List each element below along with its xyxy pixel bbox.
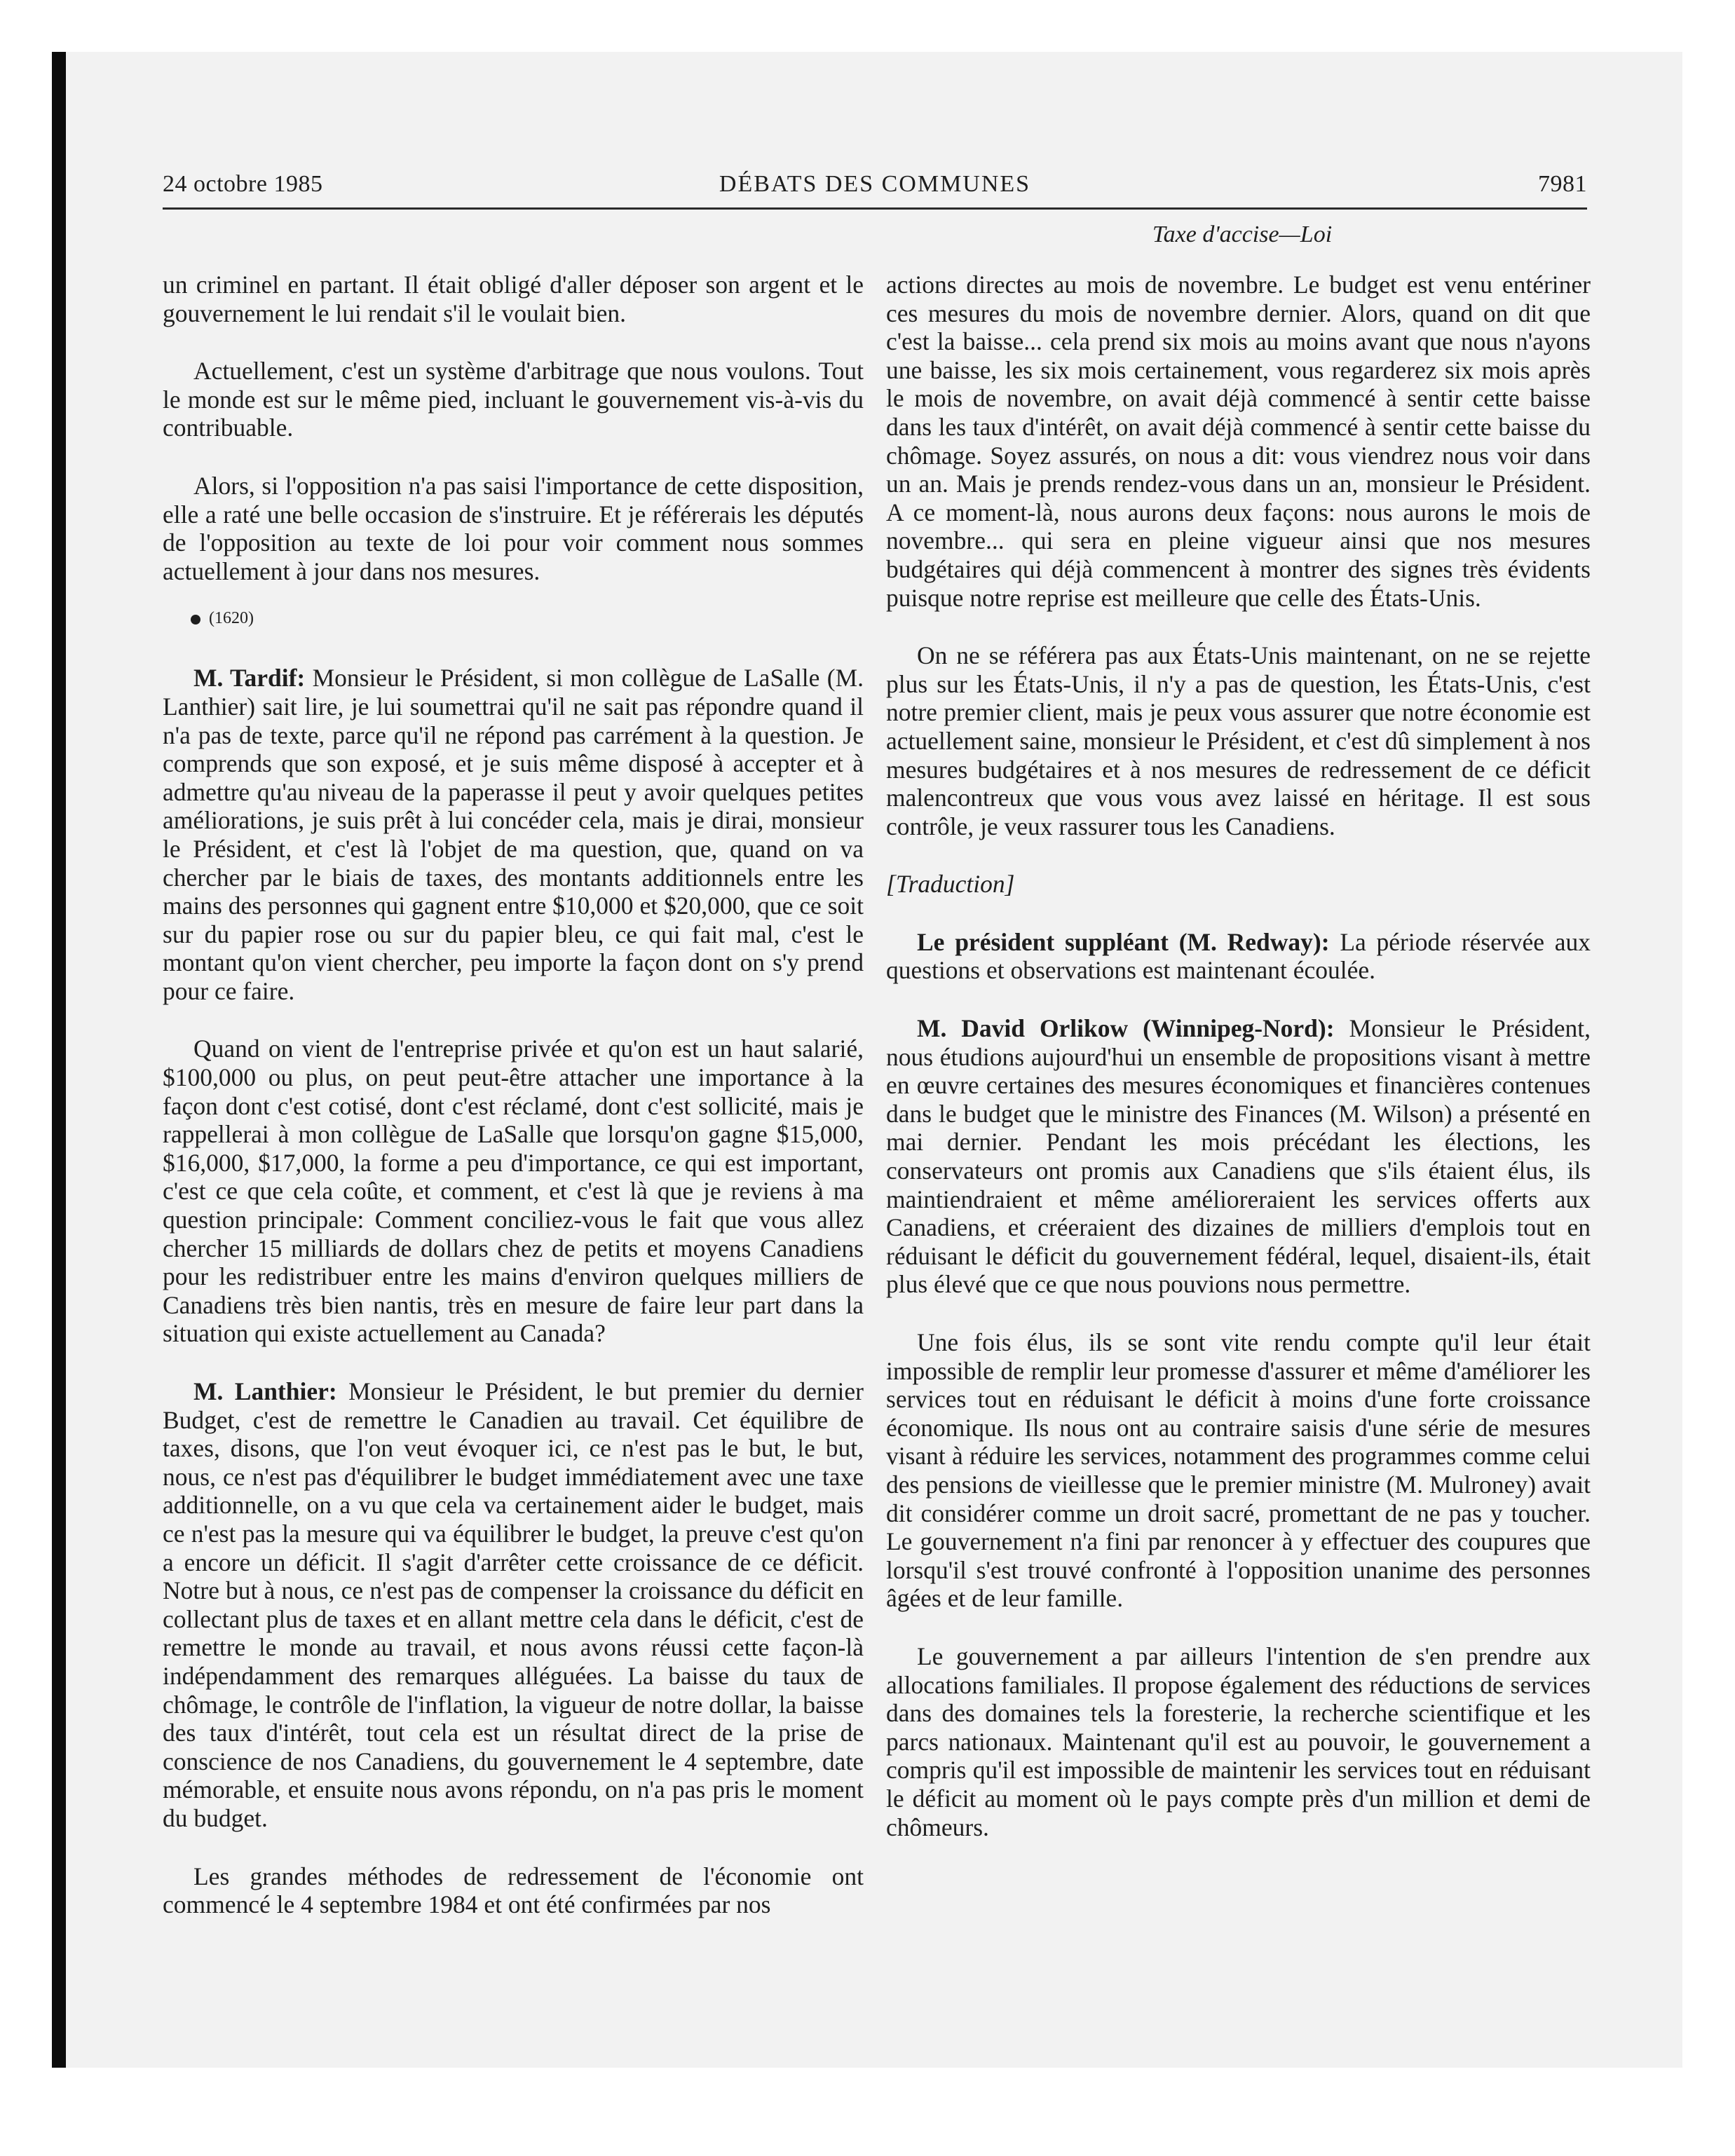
paragraph: On ne se référera pas aux États-Unis maintenant, on ne se rejette plus sur les États-Unis, il n'y a pas de question, les États-Unis, c'est notre premier client, mais je peux vous assurer que notre économie est actuellement saine, monsieur le Président, et c'est dû simplement à nos mesures budgétaires et à nos mesures de redressement de ce déficit malencontreux que vous vous avez laissé en héritage. Il est sous contrôle, je veux rassurer tous les Canadiens. [886,641,1591,840]
paragraph: un criminel en partant. Il était obligé d'aller déposer son argent et le gouvernement le lui rendait s'il le voulait bien. [163,271,864,327]
paragraph: Alors, si l'opposition n'a pas saisi l'importance de cette disposition, elle a raté une belle occasion de s'instruire. Et je référerais les députés de l'opposition au texte de loi pour voir comment nous sommes actuellement à jour dans nos mesures. [163,471,864,585]
translation-note: [Traduction] [886,870,1015,899]
paragraph: Une fois élus, ils se sont vite rendu compte qu'il leur était impossible de remplir leur promesse d'assurer et même d'améliorer les services tout en réduisant le déficit à moins d'une forte croissance économique. Ils nous ont au contraire saisis d'une série de mesures visant à réduire les services, notamment des programmes comme celui des pensions de vieillesse que le premier ministre (M. Mulroney) avait dit considérer comme un droit sacré, promettant de ne pas y toucher. Le gouvernement n'a fini par renoncer à y effectuer des coupures que lorsqu'il s'est trouvé confronté à l'opposition unanime des personnes âgées et de leur famille. [886,1328,1591,1613]
speech-text: La période réservée aux questions et observations est maintenant écoulée. [886,927,1591,985]
right-column [886,271,1591,1871]
time-marker [191,608,864,629]
scan-edge [52,52,66,2068]
paragraph: Quand on vient de l'entreprise privée et qu'on est un haut salarié, $100,000 ou plus, on peut peut-être attacher une importance à la façon dont c'est cotisé, dont c'est réclamé, dont c'est sollicité, mais je rappellerai à mon collègue de LaSalle que lorsqu'on gagne $15,000, $16,000, $17,000, la forme a peu d'importance, ce qui est important, c'est ce que cela coûte, et comment, et c'est là que je reviens à ma question principale: Comment conciliez-vous le fait que vous allez chercher 15 milliards de dollars chez de petits et moyens Canadiens pour les redistribuer entre les mains d'environ quelques milliers de Canadiens très bien nantis, très en mesure de faire leur part dans la situation qui existe actuellement au Canada? [163,1035,864,1348]
speech-text: Monsieur le Président, nous étudions aujourd'hui un ensemble de propositions visant à mettre en œuvre certaines des mesures économiques et financières contenues dans le budget que le ministre des Finances (M. Wilson) a présenté en mai dernier. Pendant les mois précédant les élections, les conservateurs ont promis aux Canadiens que s'ils étaient élus, ils maintiendraient et même amélioreraient les services offerts aux Canadiens, et créeraient des dizaines de milliers d'emplois tout en réduisant le déficit du gouvernement fédéral, lequel, disaient-ils, était plus élevé que ce que nous pouvions nous permettre. [886,1014,1591,1299]
speech-text: Monsieur le Président, le but premier du dernier Budget, c'est de remettre le Canadien au travail. Cet équilibre de taxes, disons, que l'on veut évoquer ici, ce n'est pas le but, le but, nous, ce n'est pas d'équilibrer le budget immédiatement avec une taxe additionnelle, on a vu que cela va certainement aider le budget, mais ce n'est pas la mesure qui va équilibrer le budget, la preuve c'est qu'on a encore un déficit. Il s'agit d'arrêter cette croissance de ce déficit. Notre but à nous, ce n'est pas de compenser la croissance du déficit en collectant plus de taxes et en allant mettre cela dans le déficit, c'est de remettre le monde au travail, et nous avons réussi cette façon-là indépendamment des remarques alléguées. La baisse du taux de chômage, le contrôle de l'inflation, la vigueur de notre dollar, la baisse des taux d'intérêt, tout cela est un résultat direct de la prise de conscience de nos Canadiens, du gouvernement le 4 septembre, date mémorable, et ensuite nous avons répondu, on n'a pas pris le moment du budget. [163,1377,864,1832]
speech-paragraph [886,928,1591,985]
header-journal-title: DÉBATS DES COMMUNES [719,171,1031,197]
time-marker-label: (1620) [209,609,254,628]
left-column [163,271,864,1949]
speaker-name: Le président suppléant (M. Redway): [917,927,1330,956]
paragraph: Les grandes méthodes de redressement de l'économie ont commencé le 4 septembre 1984 et ont été confirmées par nos [163,1862,864,1919]
running-title: Taxe d'accise—Loi [1152,221,1333,247]
bullet-icon [191,615,200,625]
page-header [163,171,1587,210]
speech-paragraph [163,1377,864,1833]
speaker-name: M. David Orlikow (Winnipeg-Nord): [917,1014,1335,1043]
header-page-number: 7981 [1538,171,1587,197]
speaker-name: M. Tardif: [193,664,306,692]
speech-text: Monsieur le Président, si mon collègue de LaSalle (M. Lanthier) sait lire, je lui soumettrai qu'il ne sait pas répondre quand il n'a pas de texte, parce qu'il ne répond pas carrément à la question. Je comprends que son exposé, et je suis même disposé à accepter et à admettre qu'au niveau de la paperasse il peut y avoir quelques petites améliorations, je suis prêt à lui concéder cela, mais je dirai, monsieur le Président, et c'est là l'objet de ma question, que, quand on va chercher par le biais de taxes, des montants additionnels entre les mains des personnes qui gagnent entre $10,000 et $20,000, que ce soit sur du papier rose ou sur du papier bleu, ce qui fait mal, c'est le montant qu'on vient chercher, peu importe la façon dont on s'y prend pour ce faire. [163,664,864,1005]
paragraph: Le gouvernement a par ailleurs l'intention de s'en prendre aux allocations familiales. Il propose également des réductions de services dans des domaines tels la foresterie, la recherche scientifique et les parcs nationaux. Maintenant qu'il est au pouvoir, le gouvernement a compris qu'il est impossible de maintenir les services tout en réduisant le déficit au moment où le pays compte près d'un million et demi de chômeurs. [886,1642,1591,1841]
header-date: 24 octobre 1985 [163,171,323,197]
speech-paragraph [163,664,864,1005]
speech-paragraph [886,1014,1591,1299]
paragraph: Actuellement, c'est un système d'arbitrage que nous voulons. Tout le monde est sur le même pied, incluant le gouvernement vis-à-vis du contribuable. [163,357,864,442]
paragraph: actions directes au mois de novembre. Le budget est venu entériner ces mesures du mois de novembre dernier. Alors, quand on dit que c'est la baisse... cela prend six mois au moins avant que nous n'ayons une baisse, les six mois certainement, vous regarderez six mois après le mois de novembre, on avait déjà commencé à sentir cette baisse dans les taux d'intérêt, on avait déjà commencé à sentir cette baisse du chômage. Soyez assurés, on nous a dit: vous viendrez nous voir dans un an. Mais je prends rendez-vous dans un an, monsieur le Président. A ce moment-là, nous aurons deux façons: nous aurons le mois de novembre... qui sera en pleine vigueur ainsi que nos mesures budgétaires qui déjà commencent à montrer des signes très évidents puisque notre reprise est meilleure que celle des États-Unis. [886,271,1591,612]
speaker-name: M. Lanthier: [193,1377,337,1405]
